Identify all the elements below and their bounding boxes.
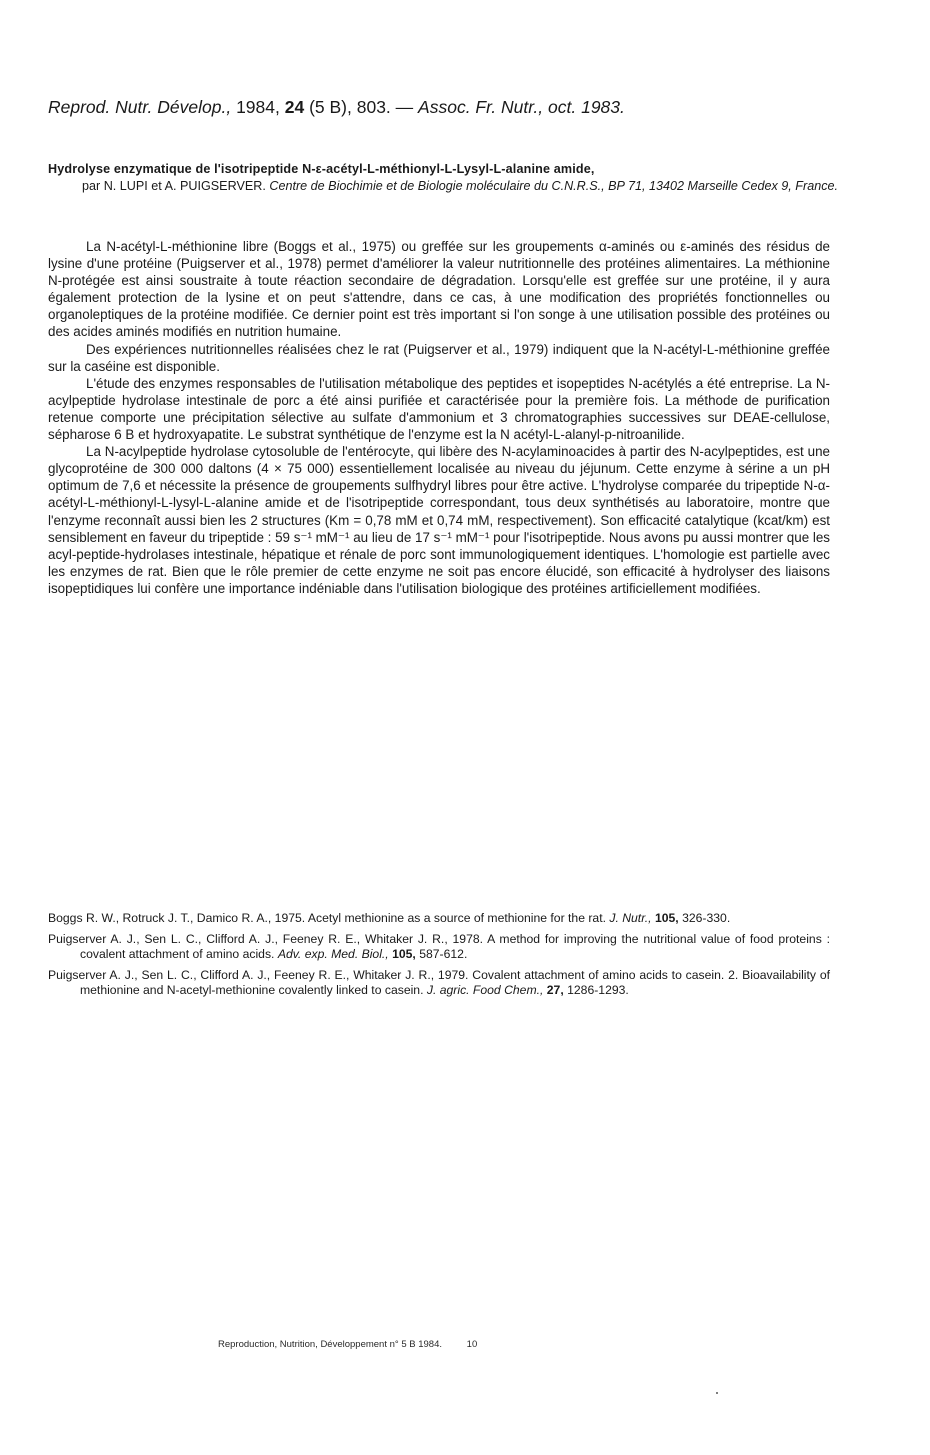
reference-journal: J. agric. Food Chem.,	[426, 983, 544, 998]
footer-text: Reproduction, Nutrition, Développement n° 5 B 1984.	[218, 1339, 443, 1350]
article-byline	[48, 178, 838, 195]
reference-pages: 326-330.	[682, 911, 731, 925]
journal-issue-pages: (5 B), 803.	[309, 97, 391, 117]
journal-year: 1984,	[236, 97, 280, 117]
paragraph: Des expériences nutritionnelles réalisées chez le rat (Puigserver et al., 1979) indiquent que la N-acétyl-L-méthionine greffée sur la caséine est disponible.	[48, 341, 830, 374]
reference-item	[48, 968, 830, 999]
journal-volume: 24	[284, 97, 305, 117]
journal-name: Reprod. Nutr. Dévelop.,	[48, 97, 232, 117]
paragraph: La N-acylpeptide hydrolase cytosoluble de l'entérocyte, qui libère des N-acylaminoacides à partir des N-acylpeptides, est une glycoprotéine de 300 000 daltons (4 × 75 000) essentiellement localisée au niveau du jéjunum. Cette enzyme à sérine a un pH optimum de 7,6 et nécessite la présence de groupements sulfhydryl libres pour être active. L'hydrolyse comparée du tripeptide N-α-acétyl-L-méthionyl-L-lysyl-L-alanine amide et de l'isotripeptide correspondant, tous deux synthétisés au laboratoire, montre que l'enzyme reconnaît aussi bien les 2 structures (Km = 0,78 mM et 0,74 mM, respectivement). Son efficacité catalytique (kcat/km) est sensiblement en faveur du tripeptide : 59 s⁻¹ mM⁻¹ au lieu de 17 s⁻¹ mM⁻¹ pour l'isotripeptide. Nous avons pu aussi montrer que les acyl-peptide-hydrolases intestinale, hépatique et rénale de porc sont immunologiquement identiques. L'homologie est partielle avec les enzymes de rat. Bien que le rôle premier de cette enzyme ne soit pas encore élucidé, son efficacité à hydrolyser des liaisons isopeptidiques lui confère une importance indéniable dans l'utilisation biologique des protéines artificiellement modifiées.	[48, 444, 830, 596]
reference-authors: Puigserver A. J., Sen L. C., Clifford A. J., Feeney R. E., Whitaker J. R., 1978.	[48, 931, 484, 946]
paragraph: La N-acétyl-L-méthionine libre (Boggs et al., 1975) ou greffée sur les groupements α-aminés ou ε-aminés des résidus de lysine d'une protéine (Puigserver et al., 1978) permet d'améliorer la valeur nutritionnelle des protéines alimentaires. La méthionine N-protégée est ainsi soustraite à toute réaction secondaire de dégradation. Lorsqu'elle est greffée sur une protéine, il y aura également protection de la lysine et on peut s'attendre, dans ce cas, à une modification des propriétés fonctionnelles ou organoleptiques de la protéine modifiée. Ce dernier point est très important si l'on songe à une utilisation possible des protéines ou des acides aminés modifiés en nutrition humaine.	[48, 239, 830, 340]
article-body	[48, 238, 830, 597]
paragraph: L'étude des enzymes responsables de l'utilisation métabolique des peptides et isopeptides N-acétylés a été entreprise. La N-acylpeptide hydrolase intestinale de porc a été ainsi purifiée et caractérisée pour la première fois. La méthode de purification retenue comporte une précipitation sélective au sulfate d'ammonium et 3 chromatographies successives sur DEAE-cellulose, sépharose 6 B et hydroxyapatite. Le substrat synthétique de l'enzyme est la N acétyl-L-alanyl-p-nitroanilide.	[48, 375, 830, 443]
page-footer	[218, 1339, 477, 1351]
journal-dash: —	[395, 97, 414, 117]
reference-title: Acetyl methionine as a source of methionine for the rat.	[307, 911, 606, 925]
journal-citation	[48, 96, 888, 118]
reference-item	[48, 911, 830, 927]
reference-volume: 105,	[392, 947, 416, 962]
article-affiliation: Centre de Biochimie et de Biologie moléculaire du C.N.R.S., BP 71, 13402 Marseille Cedex 9, France.	[269, 178, 838, 193]
article-authors: par N. LUPI et A. PUIGSERVER.	[82, 178, 266, 193]
reference-volume: 27,	[546, 983, 564, 998]
reference-title: Covalent attachment of amino acids to casein. 2. Bioavailability of methionine and N-acetyl-methionine covalently linked to casein.	[80, 967, 830, 998]
meeting-name: Assoc. Fr. Nutr., oct. 1983.	[418, 97, 625, 117]
reference-title: A method for improving the nutritional value of food proteins : covalent attachment of amino acids.	[80, 931, 830, 962]
reference-journal: J. Nutr.,	[609, 911, 652, 925]
reference-authors: Puigserver A. J., Sen L. C., Clifford A. J., Feeney R. E., Whitaker J. R., 1979.	[48, 967, 469, 982]
article-title: Hydrolyse enzymatique de l'isotripeptide N-ε-acétyl-L-méthionyl-L-Lysyl-L-alanine amide,	[48, 162, 595, 176]
reference-item	[48, 932, 830, 963]
reference-authors: Boggs R. W., Rotruck J. T., Damico R. A., 1975.	[48, 911, 306, 925]
reference-pages: 587-612.	[419, 947, 468, 962]
page-number: 10	[466, 1339, 478, 1350]
reference-volume: 105,	[654, 911, 679, 925]
scan-speck	[716, 1392, 718, 1394]
references-list	[48, 911, 830, 1004]
article-header	[48, 161, 838, 194]
reference-pages: 1286-1293.	[567, 983, 629, 998]
reference-journal: Adv. exp. Med. Biol.,	[277, 947, 389, 962]
